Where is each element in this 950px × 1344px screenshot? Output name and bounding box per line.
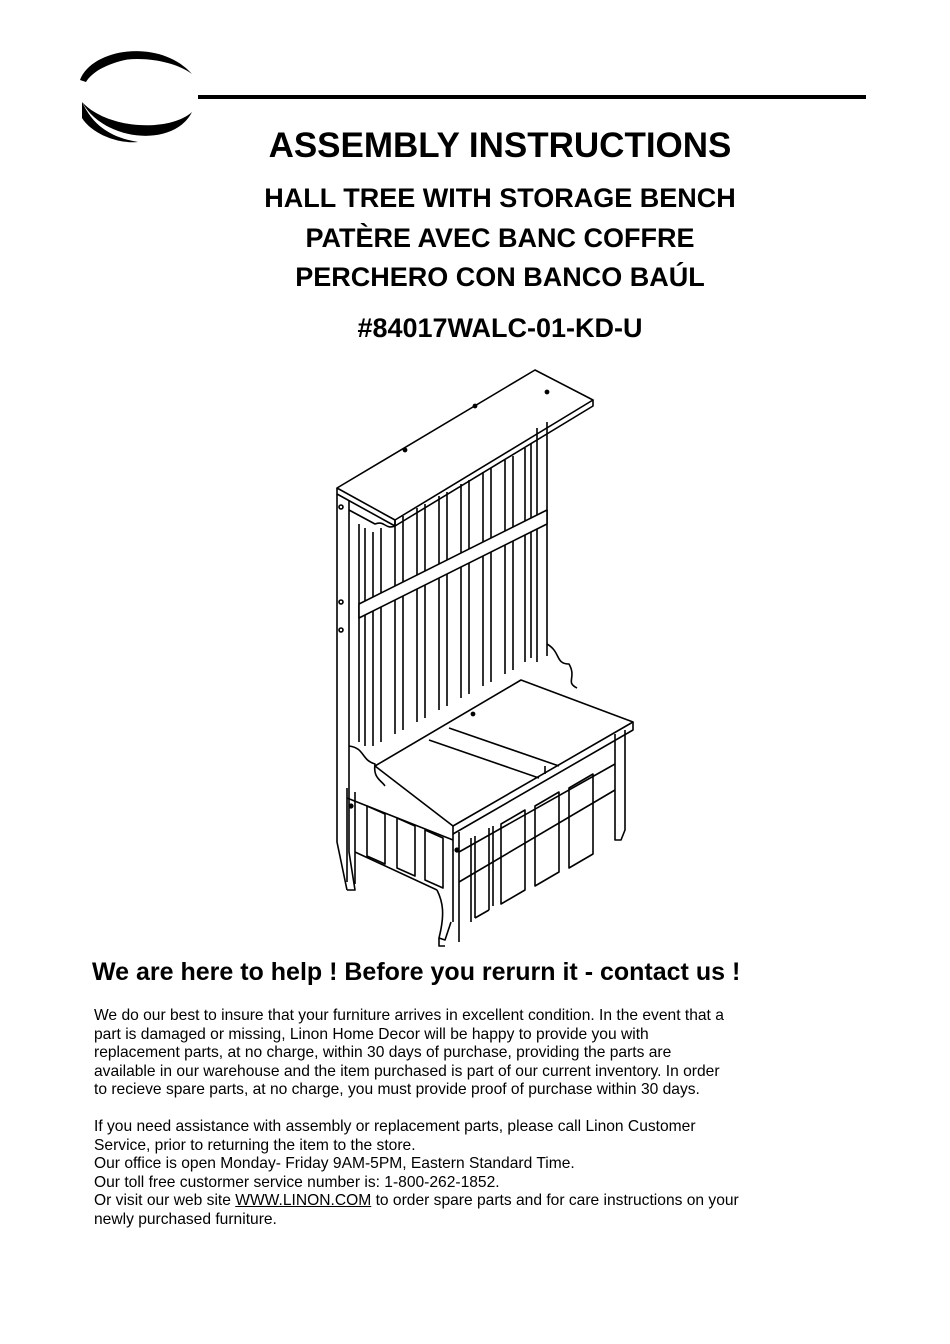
paragraph-line: part is damaged or missing, Linon Home Decor will be happy to provide you with: [94, 1025, 649, 1043]
paragraph-line: Our toll free custormer service number is: 1-800-262-1852.: [94, 1173, 500, 1191]
visit-suffix: to order spare parts and for care instructions on your: [371, 1192, 739, 1210]
product-name-french: PATÈRE AVEC BANC COFFRE: [305, 223, 695, 253]
paragraph-line: to recieve spare parts, at no charge, you must provide proof of purchase within 30 days.: [94, 1081, 700, 1099]
visit-prefix: Or visit our web site: [94, 1192, 236, 1210]
paragraph-line: replacement parts, at no charge, within 30 days of purchase, providing the parts are: [94, 1044, 672, 1062]
paragraph-line: Our office is open Monday- Friday 9AM-5PM, Eastern Standard Time.: [94, 1155, 575, 1173]
product-name-english: HALL TREE WITH STORAGE BENCH: [264, 183, 736, 213]
paragraph-line: available in our warehouse and the item purchased is part of our current inventory. In order: [94, 1062, 720, 1080]
paragraph-line: If you need assistance with assembly or replacement parts, please call Linon Customer: [94, 1118, 696, 1135]
product-name-spanish: PERCHERO CON BANCO BAÚL: [295, 262, 705, 292]
paragraph-line: We do our best to insure that your furniture arrives in excellent condition. In the event that a: [94, 1007, 724, 1024]
page-title: ASSEMBLY INSTRUCTIONS: [268, 126, 732, 165]
paragraph-line: Service, prior to returning the item to the store.: [94, 1136, 416, 1154]
website-link[interactable]: WWW.LINON.COM: [235, 1192, 372, 1210]
help-heading: We are here to help ! Before you rerurn it - contact us !: [92, 958, 741, 986]
website-line: [94, 1192, 894, 1211]
contact-paragraph: [94, 1118, 894, 1230]
warranty-paragraph: [94, 1007, 894, 1100]
model-number: #84017WALC-01-KD-U: [357, 313, 643, 343]
hall-tree-illustration: [325, 362, 645, 952]
header-rule: [198, 95, 866, 99]
paragraph-line: newly purchased furniture.: [94, 1210, 277, 1228]
